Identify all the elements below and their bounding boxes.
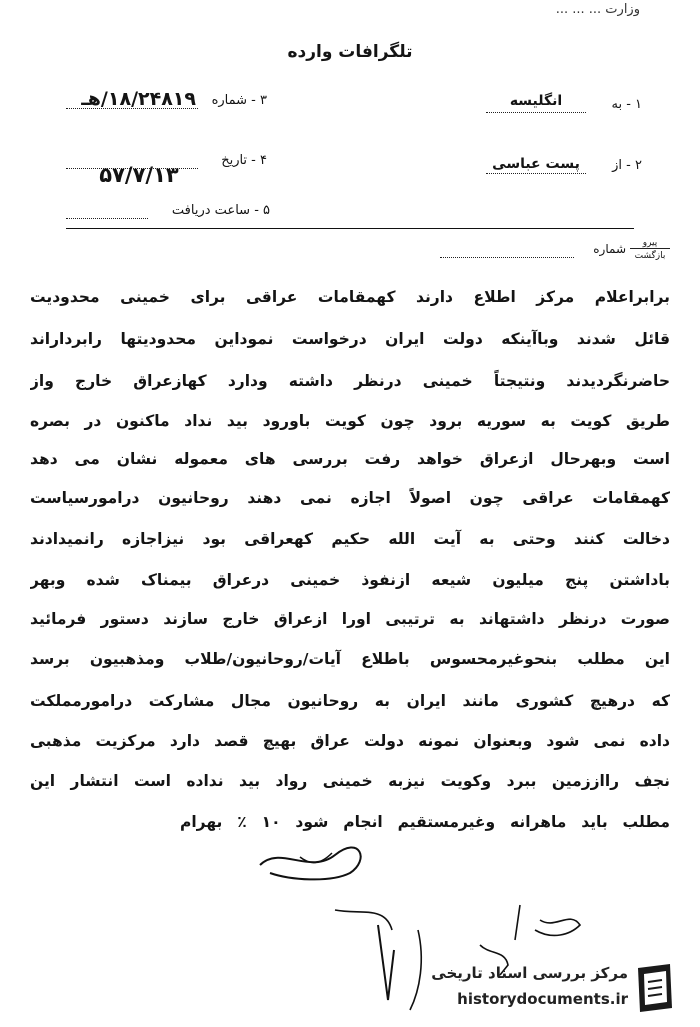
time-label: ۵ - ساعت دریافت bbox=[171, 203, 270, 218]
body-line: کهمقامات عراقی چون اصولاً اجازه نمی دهند روحانیون درامورسیاست bbox=[30, 489, 670, 507]
to-label: ۱ - به bbox=[611, 97, 642, 112]
to-dotted-line bbox=[486, 112, 586, 113]
header-divider bbox=[66, 228, 634, 229]
body-line: باداشتن پنج میلیون شیعه ازنفوذ خمینی درعراق بیمناک شده وبهر bbox=[30, 571, 670, 589]
handwritten-flourish bbox=[240, 835, 380, 885]
from-dotted-line bbox=[486, 173, 586, 174]
body-line: نجف رااززمین ببرد وکویت نیزبه خمینی رواد بید نداده است انتشار این bbox=[30, 772, 670, 790]
body-line: داده نمی شود وبعنوان نمونه دولت عراق بهیچ قصد دارد مرکزیت مذهبی bbox=[30, 732, 670, 750]
archive-logo-icon bbox=[632, 962, 678, 1014]
body-line: دخالت کنند وحتی به آیت الله حکیم کهعراقی بود نیزاجازه رانمیدادند bbox=[30, 530, 670, 548]
body-line: قائل شدند وباآینکه دولت ایران درخواست نموداین محدودیتها رابرداراند bbox=[30, 330, 670, 348]
from-label: ۲ - از bbox=[612, 158, 642, 173]
ref-dotted-line bbox=[440, 257, 574, 258]
body-line: است وبهرحال ازعراق خواهد رفت بررسی های معموله نشان می دهد bbox=[30, 450, 670, 468]
from-value: پست عباسی bbox=[492, 156, 580, 172]
form-title: تلگرافات وارده bbox=[287, 42, 413, 62]
watermark-website: historydocuments.ir bbox=[457, 990, 628, 1008]
date-value: ۵۷/۷/۱۳ bbox=[99, 163, 179, 187]
body-line: این مطلب بنحوغیرمحسوس باطلاع آیات/روحانیون/طلاب ومذهبیون برسد bbox=[30, 650, 670, 668]
ref-label-top: پیرو bbox=[630, 238, 670, 249]
body-line: طریق کویت به سوریه برود چون کویت باورود بید نداد ماکنون در بصره bbox=[30, 412, 670, 430]
number-label: ۳ - شماره bbox=[211, 93, 267, 108]
top-partial-header: وزارت ... ... ... bbox=[555, 2, 640, 17]
to-value: انگلیسه bbox=[509, 93, 563, 109]
watermark-archive-name: مرکز بررسی اسناد تاریخی bbox=[431, 964, 628, 982]
body-line: صورت درنظر داشتهاند به ترتیبی اورا ازعراق خارج سازند دستور فرمائید bbox=[30, 610, 670, 628]
time-dotted-line bbox=[66, 218, 148, 219]
date-label: ۴ - تاریخ bbox=[221, 153, 267, 168]
ref-label-bottom: بازگشت bbox=[634, 251, 666, 261]
body-line: برابراعلام مرکز اطلاع دارند کهمقامات عراقی برای خمینی محدودیت bbox=[30, 288, 670, 306]
ref-number-label: شماره bbox=[593, 242, 626, 256]
body-line: حاضرنگردیدند ونتیجتاً خمینی درنظر داشته ودارد کهازعراق خارج واز bbox=[30, 372, 670, 390]
number-value: ۱۸/۲۴۸۱۹/هـ bbox=[81, 88, 196, 110]
body-line-last: مطلب باید ماهرانه وغیرمستقیم انجام شود ۱۰ ٪ بهرام bbox=[180, 813, 670, 831]
body-line: که درهیچ کشوری مانند ایران به روحانیون مجال مشارکت درامورمملکت bbox=[30, 692, 670, 710]
